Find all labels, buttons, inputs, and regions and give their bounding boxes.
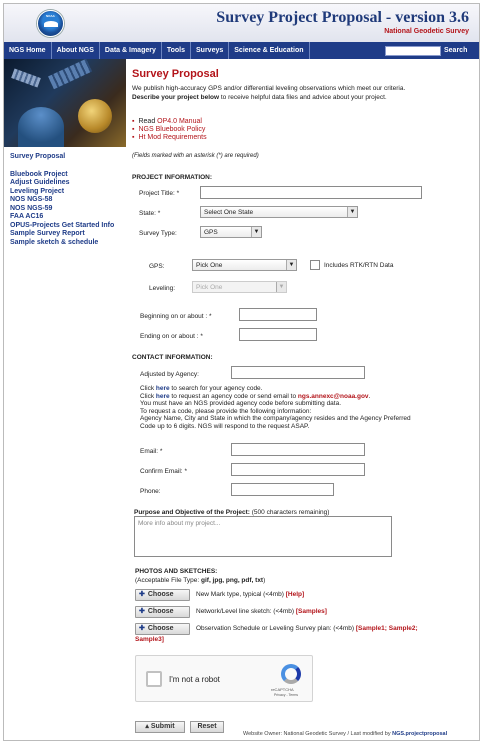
- site-subtitle: National Geodetic Survey: [384, 28, 469, 35]
- logo-text: NOAA: [46, 14, 55, 18]
- page-frame: [3, 3, 480, 741]
- nav-data-imagery[interactable]: Data & Imagery: [100, 42, 162, 59]
- sidebar-item-bluebook-project[interactable]: Bluebook Project: [10, 170, 68, 178]
- instruction-line-2: [140, 393, 475, 401]
- file-2-text: Network/Level line sketch: (<4mb): [196, 608, 296, 615]
- top-nav: [4, 42, 480, 59]
- phone-field[interactable]: [231, 483, 334, 496]
- footer-mod: Last modified by: [350, 731, 393, 737]
- begin-date-label: [140, 313, 212, 320]
- footer-sep: /: [345, 731, 351, 737]
- project-title-input[interactable]: [200, 186, 422, 199]
- nav-about-ngs[interactable]: About NGS: [52, 42, 100, 59]
- choose-file-3-button[interactable]: [135, 623, 190, 635]
- logo-bird-shape: [44, 21, 58, 27]
- annexc-email-link[interactable]: ngs.annexc@noaa.gov: [297, 392, 369, 400]
- banner-image: [4, 59, 126, 147]
- project-info-heading: PROJECT INFORMATION:: [132, 174, 213, 181]
- instruction-rest-2: to request an agency code or send email to: [169, 392, 298, 400]
- intro-rest: to receive helpful data files and advice about your project.: [219, 93, 387, 101]
- sample-separator: ;: [384, 625, 389, 632]
- chevron-down-icon: ▼: [251, 227, 261, 237]
- leveling-label: Leveling:: [149, 285, 176, 292]
- instruction-line-6: Code up to 6 digits. NGS will respond to the request ASAP.: [140, 422, 310, 430]
- contact-info-heading: CONTACT INFORMATION:: [132, 354, 213, 361]
- file-1-text: New Mark type, typical (<4mb): [196, 591, 286, 598]
- email-label: [140, 448, 162, 455]
- sidebar-item-faa-ac16[interactable]: FAA AC16: [10, 213, 44, 220]
- submit-label: Submit: [150, 723, 175, 730]
- plus-icon: ✚: [139, 608, 145, 615]
- confirm-label-text: Confirm Email:: [140, 468, 183, 475]
- survey-type-value: GPS: [204, 229, 218, 236]
- instruction-line-4: To request a code, please provide the following information:: [140, 407, 312, 415]
- purpose-textarea[interactable]: [134, 516, 392, 557]
- phone-label: Phone:: [140, 488, 161, 495]
- form-title: Survey Proposal: [132, 68, 219, 80]
- project-title-label-text: Project Title:: [139, 190, 175, 197]
- submit-button[interactable]: [135, 721, 185, 733]
- nav-science-education[interactable]: Science & Education: [229, 42, 309, 59]
- required-asterisk: *: [157, 210, 161, 217]
- gps-select[interactable]: [192, 259, 297, 271]
- submit-arrow-icon: ▴: [145, 723, 151, 730]
- sample-separator: ;: [415, 625, 418, 632]
- bullet-icon: ▪: [132, 126, 135, 133]
- sample2-link[interactable]: Sample2: [388, 625, 416, 632]
- end-label-text: Ending on or about :: [140, 333, 199, 340]
- nav-surveys[interactable]: Surveys: [191, 42, 229, 59]
- sidebar-item-nos-ngs-59[interactable]: NOS NGS-59: [10, 204, 53, 212]
- sidebar-item-sample-sketch[interactable]: Sample sketch & schedule: [10, 238, 99, 246]
- required-note: (Fields marked with an asterisk (*) are required): [132, 153, 259, 159]
- reset-button[interactable]: Reset: [190, 721, 224, 733]
- intro-text: [132, 85, 472, 102]
- sidebar-item-adjust-guidelines[interactable]: Adjust Guidelines: [10, 179, 70, 186]
- state-label-text: State:: [139, 210, 156, 217]
- intro-line-2: [132, 94, 472, 103]
- choose-file-2-button[interactable]: [135, 606, 190, 618]
- medal-shape: [78, 99, 112, 133]
- filetype-list: gif, jpg, png, pdf, txt: [201, 577, 264, 584]
- state-label: [139, 210, 160, 217]
- recaptcha-logo-icon: [281, 664, 301, 684]
- plus-icon: ✚: [139, 591, 145, 598]
- satellite-shape: [11, 69, 41, 88]
- intro-line-1: We publish high-accuracy GPS and/or differential leveling observations which meet our criteria.: [132, 85, 406, 92]
- footer-owner: Website Owner: National Geodetic Survey: [243, 731, 346, 737]
- read-prefix: Read: [138, 118, 158, 125]
- email-label-text: Email:: [140, 448, 159, 455]
- file-1-label: [196, 591, 304, 598]
- required-asterisk: *: [176, 190, 180, 197]
- file-3-label: [196, 625, 418, 632]
- recaptcha-links[interactable]: Privacy - Terms: [274, 693, 299, 697]
- gps-label: GPS:: [149, 263, 165, 270]
- click-text: Click: [140, 385, 156, 392]
- confirm-email-label: [140, 468, 187, 475]
- sidebar-item-opus-projects[interactable]: OPUS-Projects Get Started Info: [10, 221, 115, 229]
- bluebook-policy-link[interactable]: NGS Bluebook Policy: [138, 126, 206, 133]
- begin-date-input[interactable]: [239, 308, 317, 321]
- instruction-rest-1: to search for your agency code.: [169, 385, 263, 392]
- bullet-item: [132, 118, 207, 126]
- recaptcha-brand: reCAPTCHA: [271, 687, 294, 692]
- agency-instructions: [140, 385, 475, 430]
- nav-ngs-home[interactable]: NGS Home: [4, 42, 52, 59]
- bullet-icon: ▪: [132, 118, 135, 125]
- noaa-logo-icon[interactable]: [37, 10, 64, 37]
- plus-icon: ✚: [139, 625, 145, 632]
- page-title: Survey Project Proposal - version 3.6: [216, 9, 469, 26]
- instruction-line-5: Agency Name, City and State in which the company/agency resides and the Agency Preferred: [140, 415, 411, 422]
- op4-manual-link[interactable]: OP4.0 Manual: [157, 118, 202, 125]
- recaptcha-checkbox[interactable]: [146, 671, 162, 687]
- file-3-text: Observation Schedule or Leveling Survey plan: (<4mb): [196, 625, 356, 632]
- recaptcha-widget: [135, 655, 313, 702]
- required-asterisk: *: [159, 448, 163, 455]
- survey-type-label: Survey Type:: [139, 230, 177, 237]
- samples-link[interactable]: [Samples]: [295, 608, 327, 615]
- agency-input[interactable]: [231, 366, 365, 379]
- intro-bold: Describe your project below: [132, 93, 220, 101]
- sidebar-item-nos-ngs-58[interactable]: NOS NGS-58: [10, 196, 53, 203]
- instruction-line-1: [140, 385, 475, 393]
- leveling-select[interactable]: [192, 281, 287, 293]
- ht-mod-link[interactable]: Ht Mod Requirements: [138, 134, 207, 141]
- photos-heading: PHOTOS AND SKETCHES:: [135, 568, 218, 575]
- instruction-line-3: You must have an NGS provided agency code before submitting data.: [140, 400, 342, 407]
- end-date-label: [140, 333, 203, 340]
- site-header: [4, 4, 480, 42]
- survey-type-select[interactable]: [200, 226, 262, 238]
- bullet-icon: ▪: [132, 134, 135, 141]
- email-field[interactable]: [231, 443, 365, 456]
- rtk-checkbox[interactable]: [310, 260, 320, 270]
- filetype-suffix: ): [263, 577, 266, 584]
- choose-label: Choose: [147, 608, 174, 615]
- begin-label-text: Beginning on or about :: [140, 313, 208, 320]
- resource-links: [132, 118, 207, 142]
- sidebar: [10, 153, 122, 247]
- search-input[interactable]: [385, 46, 441, 56]
- footer-mod-link[interactable]: NGS.projectproposal: [392, 731, 448, 737]
- satellite-shape: [48, 59, 92, 89]
- filetype-prefix: (Acceptable File Type:: [135, 577, 201, 584]
- sample1-link[interactable]: [Sample1: [355, 625, 385, 632]
- purpose-label-text: Purpose and Objective of the Project:: [134, 509, 250, 516]
- state-select-value: Select One State: [204, 209, 254, 216]
- state-select[interactable]: [200, 206, 358, 218]
- chevron-down-icon: ▼: [347, 207, 357, 217]
- required-asterisk: *: [200, 333, 203, 340]
- agency-search-link[interactable]: here: [155, 385, 170, 392]
- file-2-label: [196, 608, 327, 615]
- choose-label: Choose: [147, 625, 174, 632]
- footer-text: [243, 731, 447, 737]
- period-text: .: [368, 392, 371, 400]
- purpose-label: [134, 509, 329, 516]
- recaptcha-label: I'm not a robot: [169, 675, 220, 684]
- search-button[interactable]: Search: [444, 47, 468, 54]
- sidebar-item-sample-survey-report[interactable]: Sample Survey Report: [10, 230, 85, 237]
- choose-label: Choose: [147, 591, 174, 598]
- purpose-remaining: (500 characters remaining): [249, 509, 330, 516]
- sidebar-item-leveling-project[interactable]: Leveling Project: [10, 187, 65, 195]
- end-date-input[interactable]: [239, 328, 317, 341]
- earth-shape: [18, 107, 64, 147]
- help-link[interactable]: [Help]: [285, 591, 305, 598]
- bullet-item: [132, 134, 207, 142]
- nav-tools[interactable]: Tools: [162, 42, 191, 59]
- sample3-link[interactable]: Sample3]: [135, 636, 164, 643]
- filetype-note: [135, 577, 265, 584]
- chevron-down-icon: ▼: [286, 260, 296, 270]
- purpose-placeholder: More info about my project...: [138, 520, 221, 527]
- leveling-select-value: Pick One: [196, 284, 223, 291]
- choose-file-1-button[interactable]: [135, 589, 190, 601]
- project-title-label: [139, 190, 179, 197]
- required-asterisk: *: [184, 468, 187, 475]
- chevron-down-icon: ▼: [276, 282, 286, 292]
- agency-request-link[interactable]: here: [155, 392, 170, 400]
- gps-select-value: Pick One: [196, 262, 223, 269]
- agency-label: Adjusted by Agency:: [140, 371, 199, 378]
- click-text: Click: [140, 392, 156, 400]
- rtk-label: Includes RTK/RTN Data: [324, 262, 394, 269]
- bullet-item: [132, 126, 207, 134]
- confirm-email-field[interactable]: [231, 463, 365, 476]
- required-asterisk: *: [209, 313, 212, 320]
- sidebar-item-survey-proposal[interactable]: Survey Proposal: [10, 153, 66, 160]
